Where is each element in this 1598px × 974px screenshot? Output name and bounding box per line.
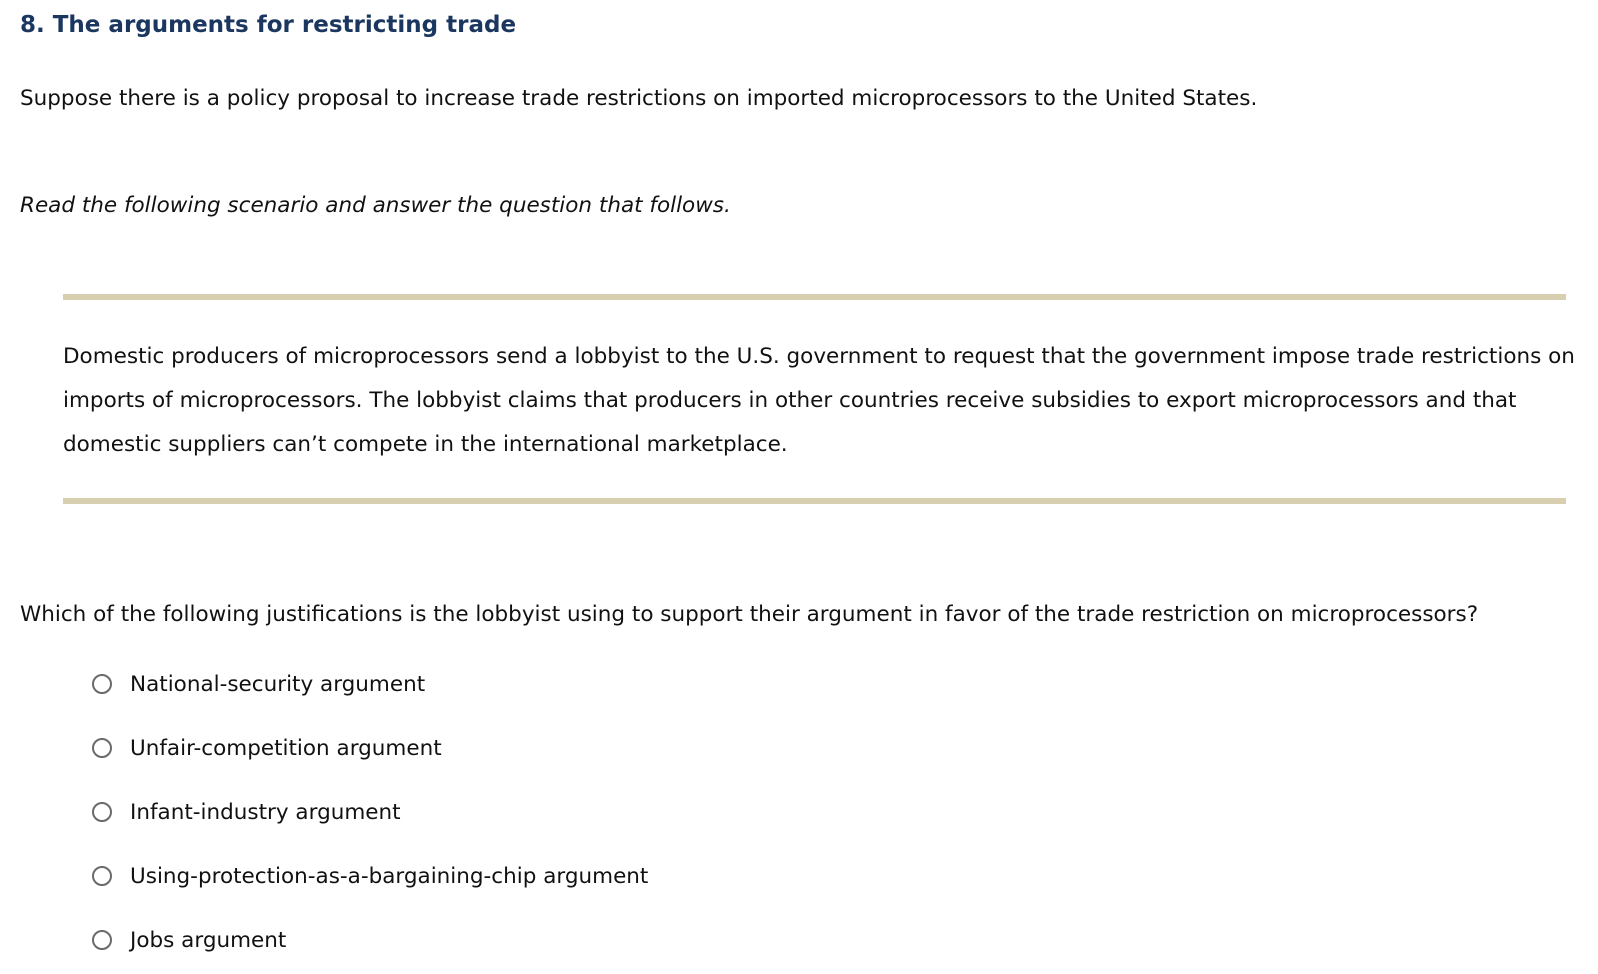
instruction-text: Read the following scenario and answer the question that follows. bbox=[20, 193, 731, 218]
option-unfair-competition[interactable] bbox=[92, 735, 648, 799]
option-label[interactable]: Using-protection-as-a-bargaining-chip argument bbox=[130, 864, 649, 889]
radio-button[interactable] bbox=[92, 802, 112, 822]
question-prompt: Which of the following justifications is the lobbyist using to support their argument in favor of the trade restriction on microprocessors? bbox=[20, 602, 1479, 627]
radio-button[interactable] bbox=[92, 866, 112, 886]
scenario-bottom-divider bbox=[63, 498, 1566, 504]
option-infant-industry[interactable] bbox=[92, 799, 648, 863]
radio-button[interactable] bbox=[92, 674, 112, 694]
option-label[interactable]: Unfair-competition argument bbox=[130, 736, 442, 761]
radio-button[interactable] bbox=[92, 738, 112, 758]
option-label[interactable]: National-security argument bbox=[130, 672, 426, 697]
scenario-text: Domestic producers of microprocessors send a lobbyist to the U.S. government to request that the government impose trade restrictions on imports of microprocessors. The lobbyist claims that producers in other countries receive subsidies to export microprocessors and that domestic suppliers can’t compete in the international marketplace. bbox=[63, 344, 1575, 457]
option-label[interactable]: Infant-industry argument bbox=[130, 800, 401, 825]
option-label[interactable]: Jobs argument bbox=[130, 928, 287, 953]
scenario-top-divider bbox=[63, 294, 1566, 300]
option-bargaining-chip[interactable] bbox=[92, 863, 648, 927]
answer-options bbox=[92, 671, 648, 974]
option-national-security[interactable] bbox=[92, 671, 648, 735]
question-title: 8. The arguments for restricting trade bbox=[20, 12, 517, 38]
intro-text: Suppose there is a policy proposal to increase trade restrictions on imported microprocessors to the United States. bbox=[20, 86, 1258, 111]
radio-button[interactable] bbox=[92, 930, 112, 950]
option-jobs[interactable] bbox=[92, 927, 648, 974]
